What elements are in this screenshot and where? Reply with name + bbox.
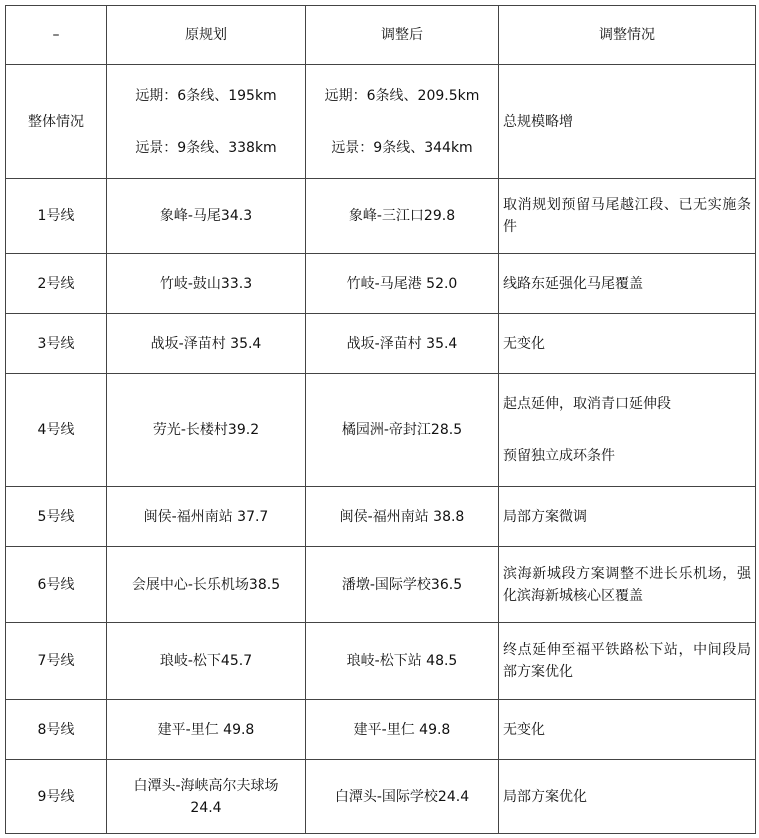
adjusted-route: 竹岐-马尾港 52.0: [306, 254, 499, 314]
overall-adjusted-far: 远景：9条线、344km: [331, 139, 473, 156]
adjustment-note: 线路东延强化马尾覆盖: [499, 254, 756, 314]
original-route: 白潭头-海峡高尔夫球场: [133, 777, 279, 794]
adjustment-note: 预留独立成环条件: [503, 448, 615, 464]
table-row: [6, 700, 756, 760]
header-dash: –: [6, 6, 107, 65]
line-name: 7号线: [6, 623, 107, 700]
adjustment-note: 无变化: [499, 700, 756, 760]
header-original-plan: 原规划: [107, 6, 306, 65]
adjustment-note: 滨海新城段方案调整不进长乐机场，强化滨海新城核心区覆盖: [499, 547, 756, 623]
original-route: 琅岐-松下45.7: [107, 623, 306, 700]
table-row: [6, 623, 756, 700]
adjusted-route: 闽侯-福州南站 38.8: [306, 487, 499, 547]
table-header-row: [6, 6, 756, 65]
original-route: 象峰-马尾34.3: [107, 179, 306, 254]
adjusted-route: 琅岐-松下站 48.5: [306, 623, 499, 700]
adjustment-note: 局部方案优化: [499, 760, 756, 834]
line-name: 9号线: [6, 760, 107, 834]
line-name: 3号线: [6, 314, 107, 374]
adjusted-route: 潘墩-国际学校36.5: [306, 547, 499, 623]
adjusted-route: 建平-里仁 49.8: [306, 700, 499, 760]
header-adjusted-plan: 调整后: [306, 6, 499, 65]
table-row: [6, 254, 756, 314]
original-route: 劳光-长楼村39.2: [107, 374, 306, 487]
adjusted-route: 象峰-三江口29.8: [306, 179, 499, 254]
table-row: [6, 760, 756, 834]
adjustment-note: 终点延伸至福平铁路松下站，中间段局部方案优化: [499, 623, 756, 700]
table-row: [6, 374, 756, 487]
overall-note: 总规模略增: [499, 65, 756, 179]
line-name: 2号线: [6, 254, 107, 314]
original-route: 竹岐-鼓山33.3: [107, 254, 306, 314]
table-row: [6, 179, 756, 254]
adjustment-note: 取消规划预留马尾越江段、已无实施条件: [499, 179, 756, 254]
adjustment-note: 局部方案微调: [499, 487, 756, 547]
line-name: 8号线: [6, 700, 107, 760]
line-name: 5号线: [6, 487, 107, 547]
table-row: [6, 314, 756, 374]
original-route: 会展中心-长乐机场38.5: [107, 547, 306, 623]
adjustment-note: 无变化: [499, 314, 756, 374]
line-name: 6号线: [6, 547, 107, 623]
table-row: [6, 487, 756, 547]
overall-row: [6, 65, 756, 179]
overall-adjusted-cell: [306, 65, 499, 179]
adjusted-route: 橘园洲-帝封江28.5: [306, 374, 499, 487]
original-route: 战坂-泽苗村 35.4: [107, 314, 306, 374]
adjustment-note: 起点延伸，取消青口延伸段: [503, 396, 671, 412]
original-route-length: 24.4: [190, 799, 222, 816]
overall-original-near: 远期：6条线、195km: [135, 87, 277, 104]
adjusted-route: 战坂-泽苗村 35.4: [306, 314, 499, 374]
original-route-cell: [107, 760, 306, 834]
line-name: 4号线: [6, 374, 107, 487]
overall-label: 整体情况: [6, 65, 107, 179]
table-row: [6, 547, 756, 623]
overall-original-cell: [107, 65, 306, 179]
header-adjustment-notes: 调整情况: [499, 6, 756, 65]
adjustment-note-cell: [499, 374, 756, 487]
overall-adjusted-near: 远期：6条线、209.5km: [324, 87, 480, 104]
original-route: 闽侯-福州南站 37.7: [107, 487, 306, 547]
metro-plan-comparison-table: [5, 5, 756, 834]
line-name: 1号线: [6, 179, 107, 254]
adjusted-route: 白潭头-国际学校24.4: [306, 760, 499, 834]
overall-original-far: 远景：9条线、338km: [135, 139, 277, 156]
original-route: 建平-里仁 49.8: [107, 700, 306, 760]
